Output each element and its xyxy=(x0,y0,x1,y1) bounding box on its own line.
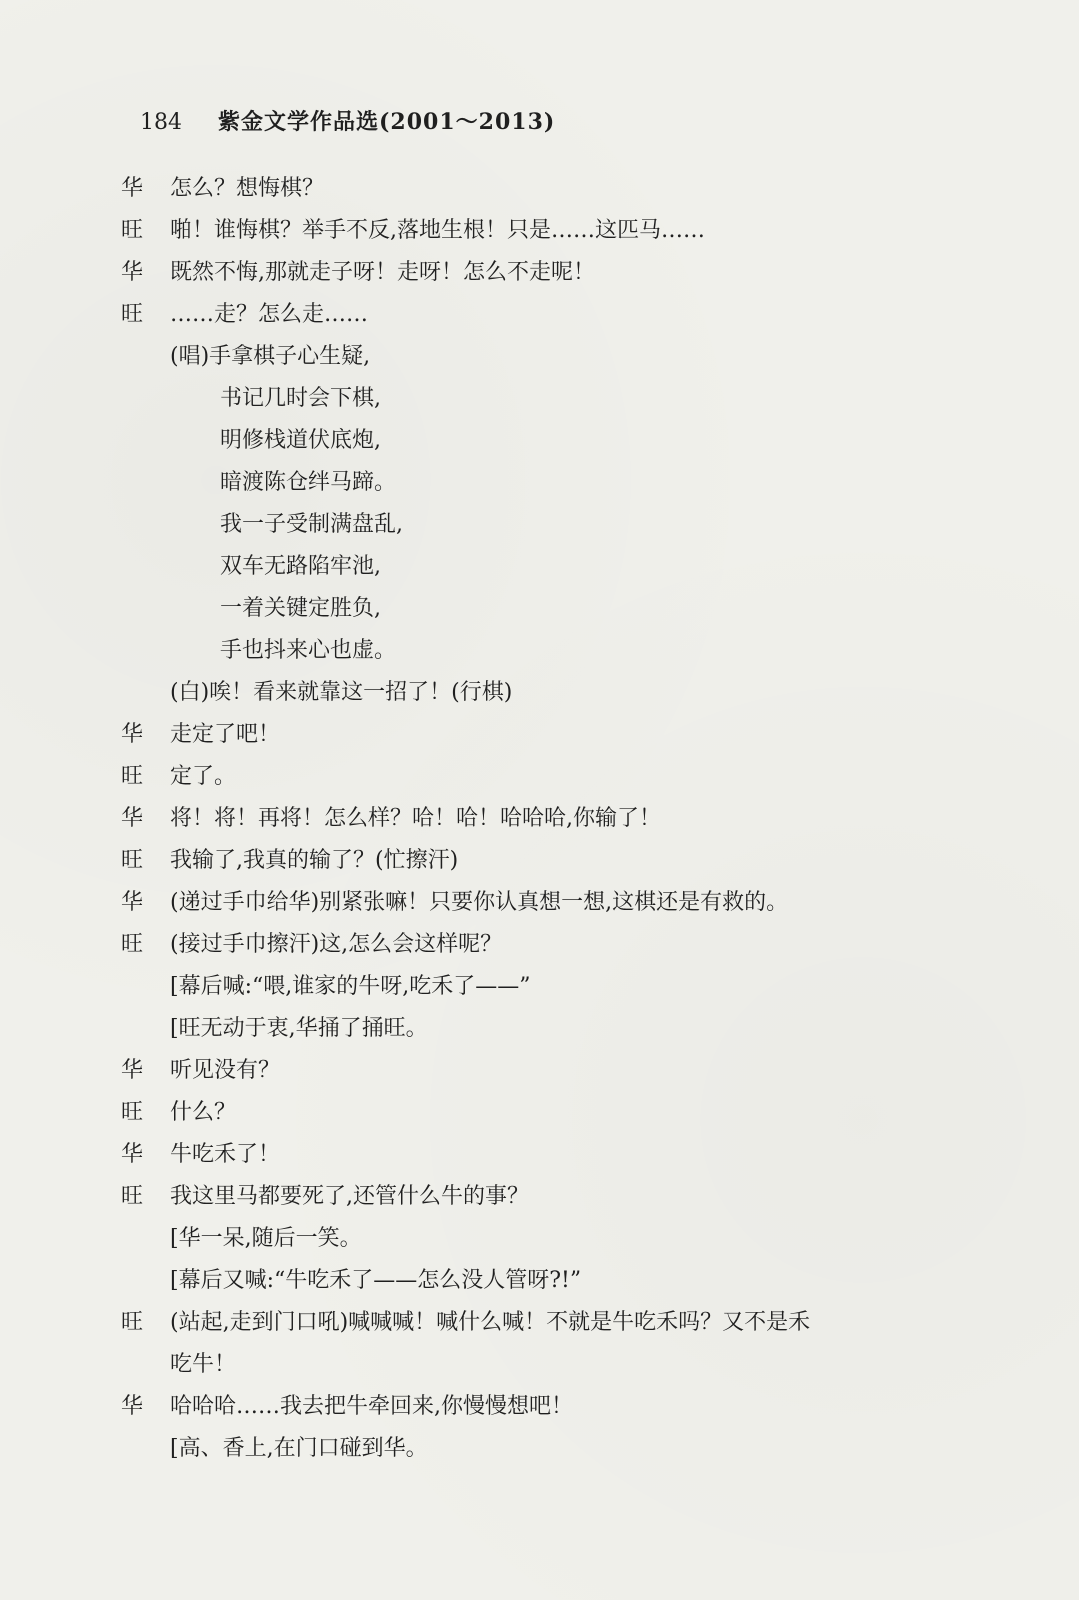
page-header xyxy=(140,106,555,138)
speaker-label: 华 xyxy=(121,722,144,747)
dialogue-line xyxy=(0,1092,1079,1134)
line-text: 牛吃禾了！ xyxy=(170,1142,281,1167)
verse-text: 手也抖来心也虚。 xyxy=(220,638,397,663)
verse-text: 双车无路陷牢池, xyxy=(220,554,381,579)
direction-text: [旺无动于衷,华捅了捅旺。 xyxy=(170,1016,428,1041)
line-text: 听见没有？ xyxy=(170,1058,281,1083)
dialogue-line xyxy=(0,294,1079,336)
dialogue-line xyxy=(0,1134,1079,1176)
speaker-label: 旺 xyxy=(121,1100,144,1125)
speaker-label: 华 xyxy=(121,1142,144,1167)
line-text: (白)唉！看来就靠这一招了！(行棋) xyxy=(170,680,513,705)
speaker-label: 旺 xyxy=(121,1184,144,1209)
dialogue-line xyxy=(0,798,1079,840)
stage-direction xyxy=(0,1008,1079,1050)
line-text: 啪！谁悔棋？举手不反,落地生根！只是……这匹马…… xyxy=(170,218,705,243)
verse-line xyxy=(0,588,1079,630)
verse-line xyxy=(0,420,1079,462)
page-number: 184 xyxy=(140,110,182,135)
speaker-label: 旺 xyxy=(121,218,144,243)
line-text: 我输了,我真的输了？(忙擦汗) xyxy=(170,848,459,873)
stage-direction xyxy=(0,1428,1079,1470)
dialogue-line xyxy=(0,1050,1079,1092)
stage-direction xyxy=(0,1218,1079,1260)
speaker-label: 旺 xyxy=(121,1310,144,1335)
line-text: 什么？ xyxy=(170,1100,237,1125)
direction-text: [幕后喊:“喂,谁家的牛呀,吃禾了——” xyxy=(170,974,531,999)
direction-text: [高、香上,在门口碰到华。 xyxy=(170,1436,428,1461)
dialogue-line xyxy=(0,210,1079,252)
line-text: 哈哈哈……我去把牛牵回来,你慢慢想吧！ xyxy=(170,1394,573,1419)
line-text: 将！将！再将！怎么样？哈！哈！哈哈哈,你输了！ xyxy=(170,806,661,831)
line-text: (递过手巾给华)别紧张嘛！只要你认真想一想,这棋还是有救的。 xyxy=(170,890,789,915)
verse-line xyxy=(0,462,1079,504)
dialogue-line xyxy=(0,840,1079,882)
verse-text: 我一子受制满盘乱, xyxy=(220,512,403,537)
verse-line xyxy=(0,546,1079,588)
dialogue-line xyxy=(0,168,1079,210)
verse-line xyxy=(0,504,1079,546)
line-text: 走定了吧！ xyxy=(170,722,281,747)
speaker-label: 旺 xyxy=(121,302,144,327)
line-text: 怎么？想悔棋？ xyxy=(170,176,325,201)
speaker-label: 华 xyxy=(121,176,144,201)
speaker-label: 旺 xyxy=(121,764,144,789)
dialogue-line xyxy=(0,714,1079,756)
verse-text: 一着关键定胜负, xyxy=(220,596,381,621)
speaker-label: 旺 xyxy=(121,848,144,873)
line-text: ……走？怎么走…… xyxy=(170,302,369,327)
stage-direction xyxy=(0,1260,1079,1302)
speaker-label: 华 xyxy=(121,1058,144,1083)
line-text: 吃牛！ xyxy=(170,1352,237,1377)
speaker-label: 华 xyxy=(121,260,144,285)
dialogue-line xyxy=(0,1176,1079,1218)
line-text: (接过手巾擦汗)这,怎么会这样呢？ xyxy=(170,932,503,957)
speaker-label: 华 xyxy=(121,806,144,831)
direction-text: [幕后又喊:“牛吃禾了——怎么没人管呀?!” xyxy=(170,1268,582,1293)
verse-text: 书记几时会下棋, xyxy=(220,386,381,411)
line-text: 我这里马都要死了,还管什么牛的事？ xyxy=(170,1184,529,1209)
dialogue-line xyxy=(0,924,1079,966)
verse-line xyxy=(0,630,1079,672)
direction-text: [华一呆,随后一笑。 xyxy=(170,1226,362,1251)
speaker-label: 华 xyxy=(121,1394,144,1419)
dialogue-line xyxy=(0,1386,1079,1428)
book-title: 紫金文学作品选(2001～2013) xyxy=(218,109,556,135)
spoken-line xyxy=(0,672,1079,714)
speaker-label: 旺 xyxy=(121,932,144,957)
dialogue-line xyxy=(0,756,1079,798)
dialogue-line xyxy=(0,1302,1079,1344)
dialogue-line xyxy=(0,882,1079,924)
verse-text: 暗渡陈仓绊马蹄。 xyxy=(220,470,397,495)
verse-line xyxy=(0,378,1079,420)
stage-direction xyxy=(0,966,1079,1008)
song-intro-line xyxy=(0,336,1079,378)
dialogue-continuation xyxy=(0,1344,1079,1386)
line-text: 既然不悔,那就走子呀！走呀！怎么不走呢！ xyxy=(170,260,595,285)
script-body xyxy=(0,168,1079,1470)
verse-text: 明修栈道伏底炮, xyxy=(220,428,381,453)
speaker-label: 华 xyxy=(121,890,144,915)
line-text: 定了。 xyxy=(170,764,237,789)
dialogue-line xyxy=(0,252,1079,294)
line-text: (唱)手拿棋子心生疑, xyxy=(170,344,371,369)
line-text: (站起,走到门口吼)喊喊喊！喊什么喊！不就是牛吃禾吗？又不是禾 xyxy=(170,1310,811,1335)
